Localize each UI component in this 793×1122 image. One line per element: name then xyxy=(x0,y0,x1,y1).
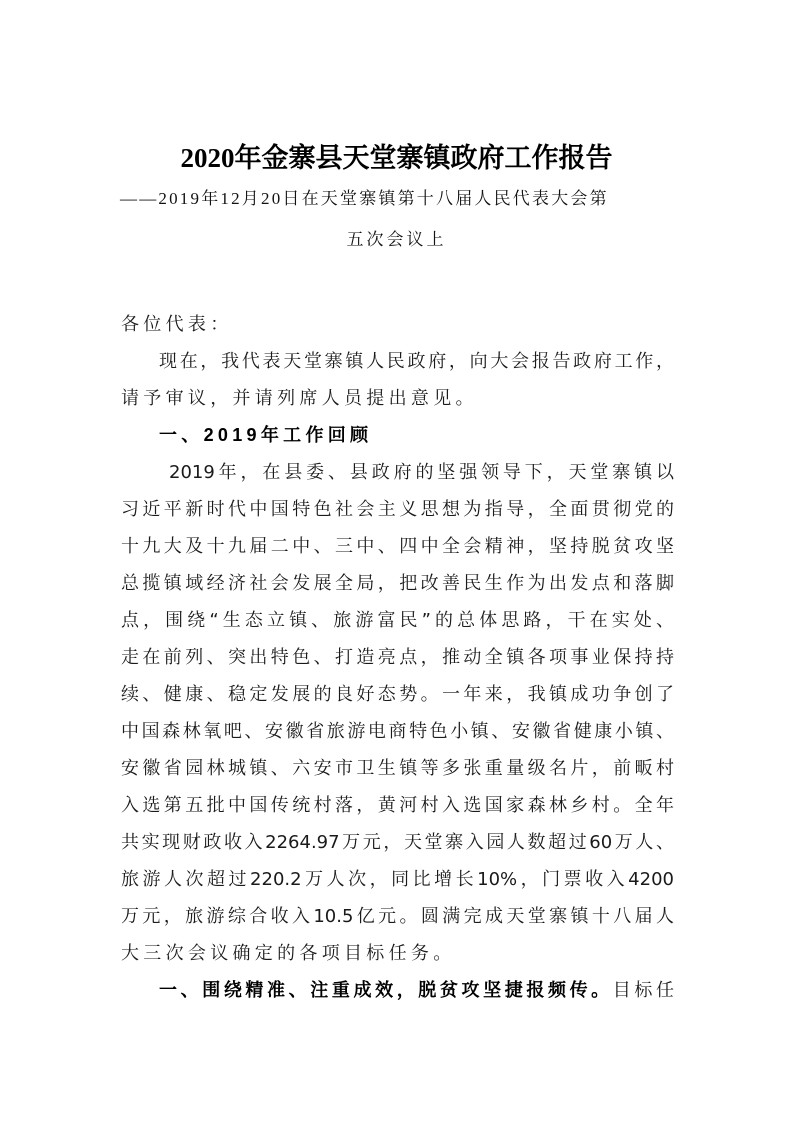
paragraph-line: 2019年，在县委、县政府的坚强领导下，天堂寨镇以 xyxy=(169,462,674,483)
intro-line: 现在，我代表天堂寨镇人民政府，向大会报告政府工作， xyxy=(159,351,674,372)
paragraph-line: 旅游人次超过220.2万人次，同比增长10%，门票收入4200 xyxy=(121,869,674,890)
paragraph-line: 共实现财政收入2264.97万元，天堂寨入园人数超过60万人、 xyxy=(121,832,674,853)
paragraph-line: 中国森林氧吧、安徽省旅游电商特色小镇、安徽省健康小镇、 xyxy=(121,721,674,742)
paragraph-line: 点，围绕“生态立镇、旅游富民”的总体思路，干在实处、 xyxy=(121,610,674,631)
paragraph-line: 走在前列、突出特色、打造亮点，推动全镇各项事业保持持 xyxy=(121,647,674,668)
document-subtitle: ——2019年12月20日在天堂寨镇第十八届人民代表大会第 xyxy=(120,189,609,208)
salutation: 各位代表： xyxy=(121,314,233,335)
subsection-line xyxy=(121,972,674,1009)
paragraph-line: 总揽镇域经济社会发展全局，把改善民生作为出发点和落脚 xyxy=(121,573,674,594)
intro-line: 请予审议，并请列席人员提出意见。 xyxy=(121,388,478,409)
document-body xyxy=(121,306,674,1009)
section-heading: 一、2019年工作回顾 xyxy=(159,425,373,445)
paragraph-line: 安徽省园林城镇、六安市卫生镇等多张重量级名片，前畈村 xyxy=(121,758,674,779)
paragraph-line: 续、健康、稳定发展的良好态势。一年来，我镇成功争创了 xyxy=(121,684,674,705)
paragraph-line: 大三次会议确定的各项目标任务。 xyxy=(121,943,456,964)
paragraph-line: 十九大及十九届二中、三中、四中全会精神，坚持脱贫攻坚 xyxy=(121,536,674,557)
paragraph-line: 入选第五批中国传统村落，黄河村入选国家森林乡村。全年 xyxy=(121,795,674,816)
subsection-bold-lead: 一、围绕精准、注重成效，脱贫攻坚捷报频传。 xyxy=(159,980,613,1001)
document-subtitle-continued: 五次会议上 xyxy=(346,230,447,249)
document-title: 2020年金寨县天堂寨镇政府工作报告 xyxy=(180,143,613,173)
subsection-continuation: 目标任 xyxy=(612,980,674,1001)
paragraph-line: 万元，旅游综合收入10.5亿元。圆满完成天堂寨镇十八届人 xyxy=(121,906,674,927)
paragraph-line: 习近平新时代中国特色社会主义思想为指导，全面贯彻党的 xyxy=(121,499,674,520)
